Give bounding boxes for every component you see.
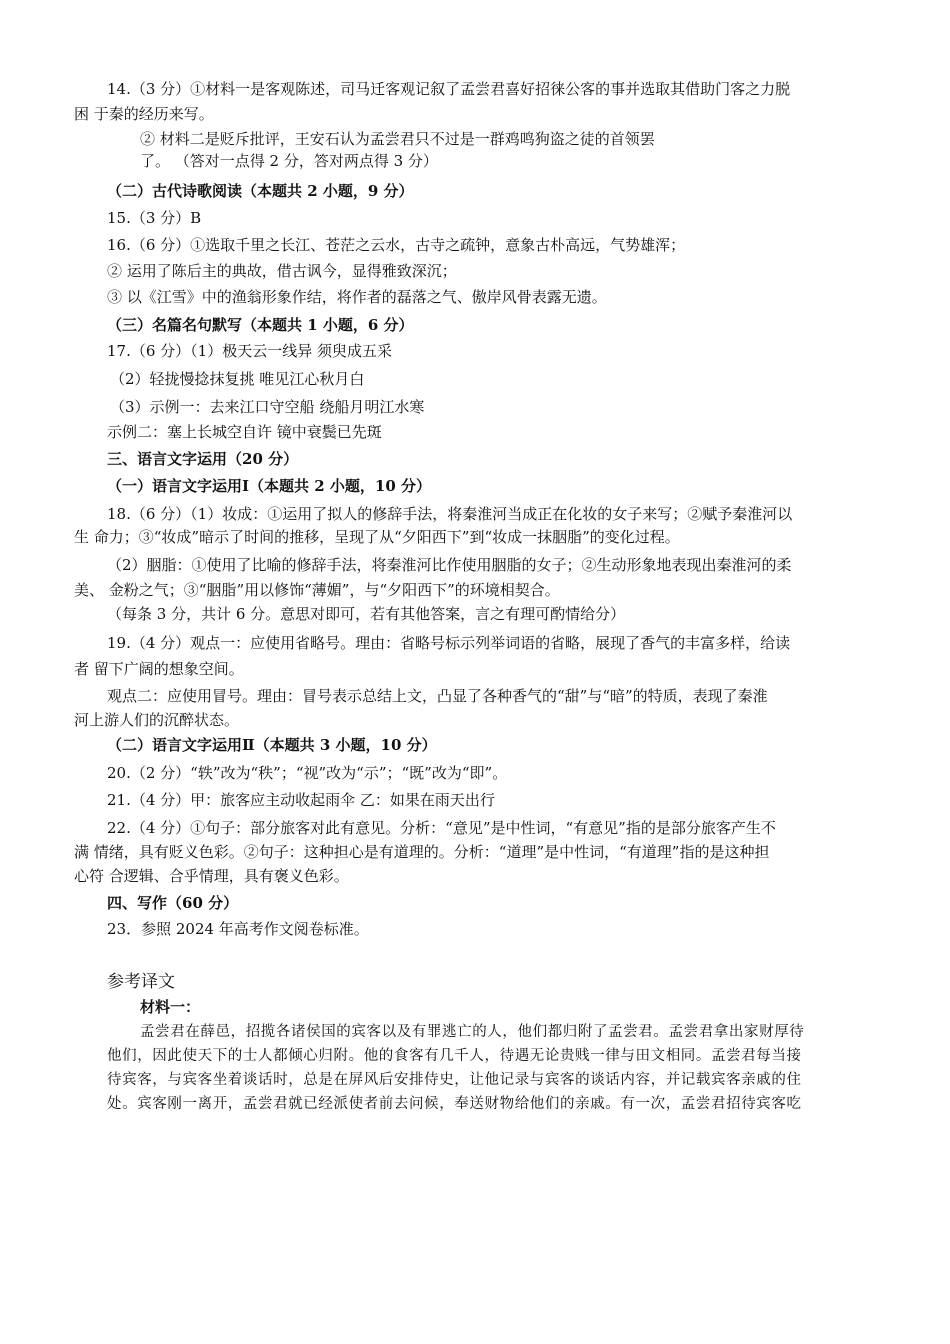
answer-20: 20.（2 分）“轶”改为“秩”；“视”改为“示”；“既”改为“即”。 — [107, 764, 508, 782]
translation-line-2: 他们，因此使天下的士人都倾心归附。他的食客有几千人，待遇无论贵贱一律与田文相同。孟尝君每当接 — [107, 1048, 802, 1064]
translation-material-1-label: 材料一： — [140, 998, 201, 1016]
translation-line-3: 待宾客，与宾客坐着谈话时，总是在屏风后安排侍史，让他记录与宾客的谈话内容，并记载宾客亲戚的住 — [107, 1072, 802, 1088]
answer-19-line-1: 19.（4 分）观点一：应使用省略号。理由：省略号标示列举词语的省略，展现了香气的丰富多样，给读 — [107, 634, 791, 652]
answer-16-line-3: ③ 以《江雪》中的渔翁形象作结，将作者的磊落之气、傲岸风骨表露无遗。 — [107, 288, 607, 306]
answer-14-line-4: 了。 （答对一点得 2 分，答对两点得 3 分） — [140, 152, 438, 170]
answer-18-line-3: （2）胭脂：①使用了比喻的修辞手法，将秦淮河比作使用胭脂的女子；②生动形象地表现出秦淮河的柔 — [107, 556, 792, 574]
section-heading-language: 三、语言文字运用（20 分） — [107, 450, 299, 468]
answer-19-line-2: 者 留下广阔的想象空间。 — [74, 660, 244, 678]
answer-19-line-4: 河上游人们的沉醉状态。 — [74, 711, 240, 729]
answer-18-note: （每条 3 分，共计 6 分。意思对即可，若有其他答案，言之有理可酌情给分） — [107, 605, 626, 623]
answer-21: 21.（4 分）甲：旅客应主动收起雨伞 乙：如果在雨天出行 — [107, 791, 495, 809]
answer-23: 23．参照 2024 年高考作文阅卷标准。 — [107, 920, 369, 938]
answer-17-line-2: （2）轻拢慢捻抹复挑 唯见江心秋月白 — [110, 370, 365, 388]
subsection-heading-language-2: （二）语言文字运用Ⅱ（本题共 3 小题，10 分） — [107, 736, 437, 754]
answer-17-line-4: 示例二：塞上长城空自许 镜中衰鬓已先斑 — [107, 423, 382, 441]
answer-16-line-1: 16.（6 分）①选取千里之长江、苍茫之云水，古寺之疏钟，意象古朴高远，气势雄浑； — [107, 236, 686, 254]
answer-22-line-2: 满 情绪，具有贬义色彩。②句子：这种担心是有道理的。分析：“道理”是中性词，“有道理”指的是这种担 — [74, 843, 770, 861]
answer-18-line-2: 生 命力；③“妆成”暗示了时间的推移，呈现了从“夕阳西下”到“妆成一抹胭脂”的变化过程。 — [74, 528, 680, 546]
translation-line-4: 处。宾客刚一离开，孟尝君就已经派使者前去问候，奉送财物给他们的亲戚。有一次，孟尝君招待宾客吃 — [107, 1096, 802, 1112]
answer-18-line-4: 美、 金粉之气；③“胭脂”用以修饰“薄媚”，与“夕阳西下”的环境相契合。 — [74, 581, 560, 599]
section-heading-writing: 四、写作（60 分） — [107, 894, 239, 912]
translation-title: 参考译文 — [107, 972, 175, 992]
subsection-heading-language-1: （一）语言文字运用Ⅰ（本题共 2 小题，10 分） — [107, 477, 431, 495]
answer-22-line-3: 心符 合逻辑、合乎情理，具有褒义色彩。 — [74, 867, 349, 885]
answer-18-line-1: 18.（6 分）（1）妆成：①运用了拟人的修辞手法，将秦淮河当成正在化妆的女子来写；②赋予秦淮河以 — [107, 505, 793, 523]
answer-19-line-3: 观点二：应使用冒号。理由：冒号表示总结上文，凸显了各种香气的“甜”与“暗”的特质，表现了秦淮 — [107, 687, 768, 705]
translation-line-1: 孟尝君在薛邑，招揽各诸侯国的宾客以及有罪逃亡的人，他们都归附了孟尝君。孟尝君拿出家财厚待 — [140, 1024, 805, 1040]
section-heading-poetry: （二）古代诗歌阅读（本题共 2 小题，9 分） — [107, 182, 414, 200]
answer-14-line-3: ② 材料二是贬斥批评，王安石认为孟尝君只不过是一群鸡鸣狗盗之徒的首领罢 — [140, 130, 655, 148]
answer-16-line-2: ② 运用了陈后主的典故，借古讽今，显得雅致深沉； — [107, 262, 457, 280]
answer-15: 15.（3 分）B — [107, 209, 202, 227]
answer-14-line-1: 14.（3 分）①材料一是客观陈述，司马迁客观记叙了孟尝君喜好招徕公客的事并选取其借助门客之力脱 — [107, 80, 791, 98]
section-heading-recitation: （三）名篇名句默写（本题共 1 小题，6 分） — [107, 316, 414, 334]
answer-14-line-2: 困 于秦的经历来写。 — [74, 105, 214, 123]
answer-22-line-1: 22.（4 分）①句子：部分旅客对此有意见。分析：“意见”是中性词，“有意见”指的是部分旅客产生不 — [107, 819, 776, 837]
answer-17-line-1: 17.（6 分）（1）极天云一线异 须臾成五采 — [107, 342, 392, 360]
answer-17-line-3: （3）示例一：去来江口守空船 绕船月明江水寒 — [110, 398, 425, 416]
